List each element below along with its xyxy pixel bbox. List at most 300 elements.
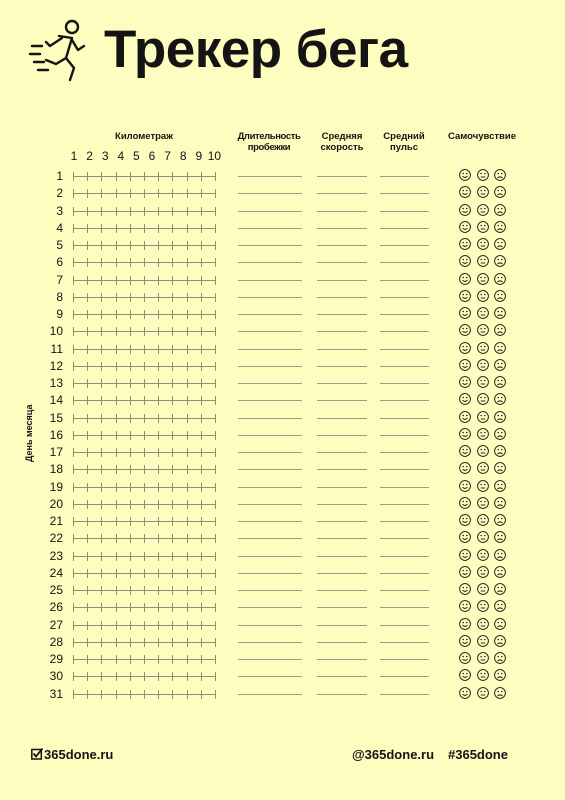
pulse-input-line[interactable] <box>380 297 429 298</box>
duration-input-line[interactable] <box>238 331 302 332</box>
km-tick <box>73 517 74 526</box>
duration-input-line[interactable] <box>238 383 302 384</box>
pulse-input-line[interactable] <box>380 607 429 608</box>
km-tick <box>172 362 173 371</box>
speed-input-line[interactable] <box>317 504 367 505</box>
pulse-input-line[interactable] <box>380 487 429 488</box>
neutral-face-icon[interactable] <box>477 549 489 561</box>
km-tick <box>172 293 173 302</box>
speed-input-line[interactable] <box>317 314 367 315</box>
duration-input-line[interactable] <box>238 366 302 367</box>
neutral-face-icon[interactable] <box>477 531 489 543</box>
pulse-input-line[interactable] <box>380 659 429 660</box>
sad-face-icon[interactable] <box>494 376 506 388</box>
pulse-input-line[interactable] <box>380 331 429 332</box>
neutral-face-icon[interactable] <box>477 411 489 423</box>
smile-face-icon[interactable] <box>459 186 471 198</box>
smile-face-icon[interactable] <box>459 635 471 647</box>
km-tick <box>101 638 102 647</box>
duration-header: Длительность пробежки <box>237 131 301 153</box>
neutral-face-icon[interactable] <box>477 221 489 233</box>
km-tick <box>158 224 159 233</box>
km-tick <box>101 379 102 388</box>
duration-input-line[interactable] <box>238 556 302 557</box>
km-tick <box>144 327 145 336</box>
pulse-input-line[interactable] <box>380 193 429 194</box>
km-tick <box>73 448 74 457</box>
smile-face-icon[interactable] <box>459 514 471 526</box>
smile-face-icon[interactable] <box>459 324 471 336</box>
sad-face-icon[interactable] <box>494 635 506 647</box>
sad-face-icon[interactable] <box>494 221 506 233</box>
sad-face-icon[interactable] <box>494 566 506 578</box>
sad-face-icon[interactable] <box>494 393 506 405</box>
speed-input-line[interactable] <box>317 435 367 436</box>
sad-face-icon[interactable] <box>494 255 506 267</box>
neutral-face-icon[interactable] <box>477 290 489 302</box>
km-tick <box>116 414 117 423</box>
neutral-face-icon[interactable] <box>477 514 489 526</box>
duration-input-line[interactable] <box>238 400 302 401</box>
km-tick <box>87 586 88 595</box>
day-row <box>0 341 565 358</box>
neutral-face-icon[interactable] <box>477 618 489 630</box>
smile-face-icon[interactable] <box>459 307 471 319</box>
neutral-face-icon[interactable] <box>477 238 489 250</box>
km-tick <box>201 258 202 267</box>
km-tick <box>172 258 173 267</box>
km-tick <box>187 690 188 699</box>
sad-face-icon[interactable] <box>494 411 506 423</box>
day-of-month-label: День месяца <box>24 404 34 462</box>
smile-face-icon[interactable] <box>459 169 471 181</box>
day-row <box>0 548 565 565</box>
pulse-input-line[interactable] <box>380 676 429 677</box>
km-tick <box>116 638 117 647</box>
neutral-face-icon[interactable] <box>477 376 489 388</box>
pulse-input-line[interactable] <box>380 590 429 591</box>
pulse-input-line[interactable] <box>380 280 429 281</box>
km-tick <box>215 224 216 233</box>
smile-face-icon[interactable] <box>459 342 471 354</box>
speed-input-line[interactable] <box>317 383 367 384</box>
neutral-face-icon[interactable] <box>477 445 489 457</box>
day-number: 11 <box>50 341 63 356</box>
pulse-input-line[interactable] <box>380 400 429 401</box>
speed-input-line[interactable] <box>317 676 367 677</box>
day-row <box>0 565 565 582</box>
sad-face-icon[interactable] <box>494 687 506 699</box>
speed-input-line[interactable] <box>317 176 367 177</box>
duration-input-line[interactable] <box>238 314 302 315</box>
duration-input-line[interactable] <box>238 211 302 212</box>
km-tick <box>144 534 145 543</box>
km-tick <box>73 569 74 578</box>
speed-input-line[interactable] <box>317 211 367 212</box>
sad-face-icon[interactable] <box>494 600 506 612</box>
smile-face-icon[interactable] <box>459 238 471 250</box>
page-title: Трекер бега <box>104 20 408 79</box>
neutral-face-icon[interactable] <box>477 186 489 198</box>
day-row <box>0 461 565 478</box>
km-tick <box>215 690 216 699</box>
pulse-input-line[interactable] <box>380 625 429 626</box>
km-tick <box>201 241 202 250</box>
duration-input-line[interactable] <box>238 590 302 591</box>
neutral-face-icon[interactable] <box>477 307 489 319</box>
km-tick <box>187 465 188 474</box>
duration-input-line[interactable] <box>238 521 302 522</box>
km-tick <box>101 552 102 561</box>
km-tick <box>201 189 202 198</box>
day-row <box>0 272 565 289</box>
km-tick <box>158 207 159 216</box>
km-tick <box>172 276 173 285</box>
speed-input-line[interactable] <box>317 607 367 608</box>
km-tick <box>101 310 102 319</box>
km-tick <box>73 362 74 371</box>
km-tick <box>187 603 188 612</box>
day-number: 12 <box>49 358 63 373</box>
sad-face-icon[interactable] <box>494 514 506 526</box>
km-tick <box>172 379 173 388</box>
neutral-face-icon[interactable] <box>477 273 489 285</box>
km-tick <box>187 431 188 440</box>
km-tick <box>130 500 131 509</box>
duration-input-line[interactable] <box>238 297 302 298</box>
smile-face-icon[interactable] <box>459 652 471 664</box>
speed-input-line[interactable] <box>317 366 367 367</box>
pulse-input-line[interactable] <box>380 211 429 212</box>
smile-face-icon[interactable] <box>459 531 471 543</box>
pulse-input-line[interactable] <box>380 521 429 522</box>
speed-input-line[interactable] <box>317 625 367 626</box>
km-tick <box>116 569 117 578</box>
pulse-input-line[interactable] <box>380 228 429 229</box>
neutral-face-icon[interactable] <box>477 583 489 595</box>
km-tick <box>116 276 117 285</box>
km-tick <box>187 379 188 388</box>
duration-input-line[interactable] <box>238 625 302 626</box>
smile-face-icon[interactable] <box>459 255 471 267</box>
day-number: 6 <box>56 255 63 270</box>
speed-input-line[interactable] <box>317 538 367 539</box>
speed-input-line[interactable] <box>317 400 367 401</box>
smile-face-icon[interactable] <box>459 600 471 612</box>
duration-input-line[interactable] <box>238 228 302 229</box>
neutral-face-icon[interactable] <box>477 497 489 509</box>
km-tick <box>101 276 102 285</box>
km-tick <box>116 431 117 440</box>
neutral-face-icon[interactable] <box>477 169 489 181</box>
km-tick <box>101 603 102 612</box>
neutral-face-icon[interactable] <box>477 204 489 216</box>
pulse-input-line[interactable] <box>380 176 429 177</box>
km-tick <box>187 207 188 216</box>
duration-input-line[interactable] <box>238 538 302 539</box>
smile-face-icon[interactable] <box>459 411 471 423</box>
speed-input-line[interactable] <box>317 573 367 574</box>
neutral-face-icon[interactable] <box>477 359 489 371</box>
speed-input-line[interactable] <box>317 193 367 194</box>
sad-face-icon[interactable] <box>494 480 506 492</box>
km-tick <box>215 534 216 543</box>
km-tick <box>215 207 216 216</box>
neutral-face-icon[interactable] <box>477 687 489 699</box>
sad-face-icon[interactable] <box>494 549 506 561</box>
day-number: 20 <box>49 496 63 511</box>
pulse-input-line[interactable] <box>380 349 429 350</box>
day-row <box>0 306 565 323</box>
km-tick <box>187 414 188 423</box>
km-tick <box>201 224 202 233</box>
duration-input-line[interactable] <box>238 452 302 453</box>
neutral-face-icon[interactable] <box>477 669 489 681</box>
duration-input-line[interactable] <box>238 573 302 574</box>
speed-input-line[interactable] <box>317 556 367 557</box>
km-tick <box>201 586 202 595</box>
speed-input-line[interactable] <box>317 280 367 281</box>
neutral-face-icon[interactable] <box>477 635 489 647</box>
sad-face-icon[interactable] <box>494 238 506 250</box>
day-row <box>0 410 565 427</box>
sad-face-icon[interactable] <box>494 445 506 457</box>
km-tick <box>158 638 159 647</box>
km-tick <box>116 672 117 681</box>
smile-face-icon[interactable] <box>459 549 471 561</box>
pulse-input-line[interactable] <box>380 538 429 539</box>
km-tick <box>73 396 74 405</box>
speed-input-line[interactable] <box>317 694 367 695</box>
smile-face-icon[interactable] <box>459 687 471 699</box>
pulse-input-line[interactable] <box>380 366 429 367</box>
smile-face-icon[interactable] <box>459 669 471 681</box>
sad-face-icon[interactable] <box>494 531 506 543</box>
smile-face-icon[interactable] <box>459 393 471 405</box>
pulse-input-line[interactable] <box>380 262 429 263</box>
km-tick <box>73 603 74 612</box>
neutral-face-icon[interactable] <box>477 428 489 440</box>
smile-face-icon[interactable] <box>459 204 471 216</box>
pulse-input-line[interactable] <box>380 556 429 557</box>
km-tick <box>144 258 145 267</box>
duration-input-line[interactable] <box>238 607 302 608</box>
km-tick <box>116 241 117 250</box>
smile-face-icon[interactable] <box>459 290 471 302</box>
km-tick <box>130 431 131 440</box>
neutral-face-icon[interactable] <box>477 480 489 492</box>
pulse-input-line[interactable] <box>380 452 429 453</box>
smile-face-icon[interactable] <box>459 376 471 388</box>
speed-input-line[interactable] <box>317 659 367 660</box>
speed-input-line[interactable] <box>317 418 367 419</box>
duration-input-line[interactable] <box>238 659 302 660</box>
speed-input-line[interactable] <box>317 297 367 298</box>
pulse-input-line[interactable] <box>380 694 429 695</box>
km-tick <box>144 638 145 647</box>
km-tick <box>187 655 188 664</box>
km-tick <box>87 241 88 250</box>
duration-input-line[interactable] <box>238 280 302 281</box>
sad-face-icon[interactable] <box>494 462 506 474</box>
sad-face-icon[interactable] <box>494 428 506 440</box>
km-tick <box>116 483 117 492</box>
footer-hashtag[interactable]: #365done <box>448 747 508 762</box>
smile-face-icon[interactable] <box>459 445 471 457</box>
km-tick <box>172 241 173 250</box>
km-tick <box>172 638 173 647</box>
sad-face-icon[interactable] <box>494 324 506 336</box>
km-tick <box>201 310 202 319</box>
sad-face-icon[interactable] <box>494 652 506 664</box>
duration-input-line[interactable] <box>238 676 302 677</box>
duration-input-line[interactable] <box>238 245 302 246</box>
duration-input-line[interactable] <box>238 176 302 177</box>
neutral-face-icon[interactable] <box>477 255 489 267</box>
km-tick <box>130 465 131 474</box>
km-tick <box>101 414 102 423</box>
duration-input-line[interactable] <box>238 694 302 695</box>
pulse-input-line[interactable] <box>380 504 429 505</box>
km-tick <box>144 500 145 509</box>
km-tick <box>87 431 88 440</box>
duration-input-line[interactable] <box>238 435 302 436</box>
km-tick <box>87 345 88 354</box>
day-number: 27 <box>49 617 63 632</box>
speed-input-line[interactable] <box>317 228 367 229</box>
sad-face-icon[interactable] <box>494 497 506 509</box>
duration-input-line[interactable] <box>238 418 302 419</box>
km-tick <box>172 189 173 198</box>
km-tick <box>144 379 145 388</box>
speed-input-line[interactable] <box>317 452 367 453</box>
smile-face-icon[interactable] <box>459 359 471 371</box>
speed-input-line[interactable] <box>317 590 367 591</box>
smile-face-icon[interactable] <box>459 618 471 630</box>
speed-input-line[interactable] <box>317 642 367 643</box>
km-tick <box>130 396 131 405</box>
km-tick <box>87 258 88 267</box>
smile-face-icon[interactable] <box>459 273 471 285</box>
km-tick <box>158 172 159 181</box>
km-tick <box>172 224 173 233</box>
smile-face-icon[interactable] <box>459 566 471 578</box>
pulse-input-line[interactable] <box>380 245 429 246</box>
neutral-face-icon[interactable] <box>477 566 489 578</box>
duration-input-line[interactable] <box>238 262 302 263</box>
sad-face-icon[interactable] <box>494 186 506 198</box>
smile-face-icon[interactable] <box>459 497 471 509</box>
sad-face-icon[interactable] <box>494 204 506 216</box>
day-number: 18 <box>49 462 63 477</box>
km-tick <box>73 345 74 354</box>
km-tick <box>144 189 145 198</box>
day-number: 30 <box>49 669 63 684</box>
sad-face-icon[interactable] <box>494 290 506 302</box>
speed-input-line[interactable] <box>317 521 367 522</box>
km-tick <box>201 362 202 371</box>
sad-face-icon[interactable] <box>494 342 506 354</box>
sad-face-icon[interactable] <box>494 669 506 681</box>
speed-input-line[interactable] <box>317 262 367 263</box>
duration-input-line[interactable] <box>238 193 302 194</box>
duration-input-line[interactable] <box>238 504 302 505</box>
checkbox-icon <box>31 748 43 760</box>
sad-face-icon[interactable] <box>494 583 506 595</box>
km-tick <box>101 448 102 457</box>
smile-face-icon[interactable] <box>459 221 471 233</box>
footer-handle[interactable]: @365done.ru <box>352 747 435 762</box>
speed-input-line[interactable] <box>317 469 367 470</box>
day-number: 31 <box>49 686 63 701</box>
km-tick <box>101 327 102 336</box>
smile-face-icon[interactable] <box>459 428 471 440</box>
km-tick <box>215 172 216 181</box>
smile-face-icon[interactable] <box>459 480 471 492</box>
km-tick <box>172 310 173 319</box>
speed-input-line[interactable] <box>317 349 367 350</box>
speed-input-line[interactable] <box>317 245 367 246</box>
sad-face-icon[interactable] <box>494 618 506 630</box>
km-tick <box>215 362 216 371</box>
footer-site[interactable]: 365done.ru <box>44 747 114 762</box>
pulse-input-line[interactable] <box>380 573 429 574</box>
sad-face-icon[interactable] <box>494 359 506 371</box>
km-tick <box>187 310 188 319</box>
km-tick <box>172 603 173 612</box>
neutral-face-icon[interactable] <box>477 393 489 405</box>
duration-input-line[interactable] <box>238 487 302 488</box>
sad-face-icon[interactable] <box>494 169 506 181</box>
sad-face-icon[interactable] <box>494 307 506 319</box>
smile-face-icon[interactable] <box>459 583 471 595</box>
duration-input-line[interactable] <box>238 349 302 350</box>
day-row <box>0 530 565 547</box>
km-tick <box>144 690 145 699</box>
speed-input-line[interactable] <box>317 331 367 332</box>
pulse-input-line[interactable] <box>380 469 429 470</box>
duration-input-line[interactable] <box>238 469 302 470</box>
pulse-input-line[interactable] <box>380 418 429 419</box>
neutral-face-icon[interactable] <box>477 652 489 664</box>
km-tick <box>144 448 145 457</box>
pulse-input-line[interactable] <box>380 383 429 384</box>
km-tick <box>215 655 216 664</box>
pulse-input-line[interactable] <box>380 314 429 315</box>
pulse-input-line[interactable] <box>380 435 429 436</box>
km-tick <box>187 500 188 509</box>
day-number: 4 <box>56 220 63 235</box>
pulse-header: Средний пульс <box>383 131 425 153</box>
neutral-face-icon[interactable] <box>477 324 489 336</box>
speed-input-line[interactable] <box>317 487 367 488</box>
pulse-input-line[interactable] <box>380 642 429 643</box>
km-tick <box>87 293 88 302</box>
neutral-face-icon[interactable] <box>477 462 489 474</box>
duration-input-line[interactable] <box>238 642 302 643</box>
day-row <box>0 203 565 220</box>
km-tick <box>172 552 173 561</box>
smile-face-icon[interactable] <box>459 462 471 474</box>
km-tick <box>130 224 131 233</box>
km-tick <box>187 396 188 405</box>
neutral-face-icon[interactable] <box>477 342 489 354</box>
neutral-face-icon[interactable] <box>477 600 489 612</box>
sad-face-icon[interactable] <box>494 273 506 285</box>
km-tick <box>215 310 216 319</box>
km-tick <box>172 517 173 526</box>
day-number: 15 <box>49 410 63 425</box>
